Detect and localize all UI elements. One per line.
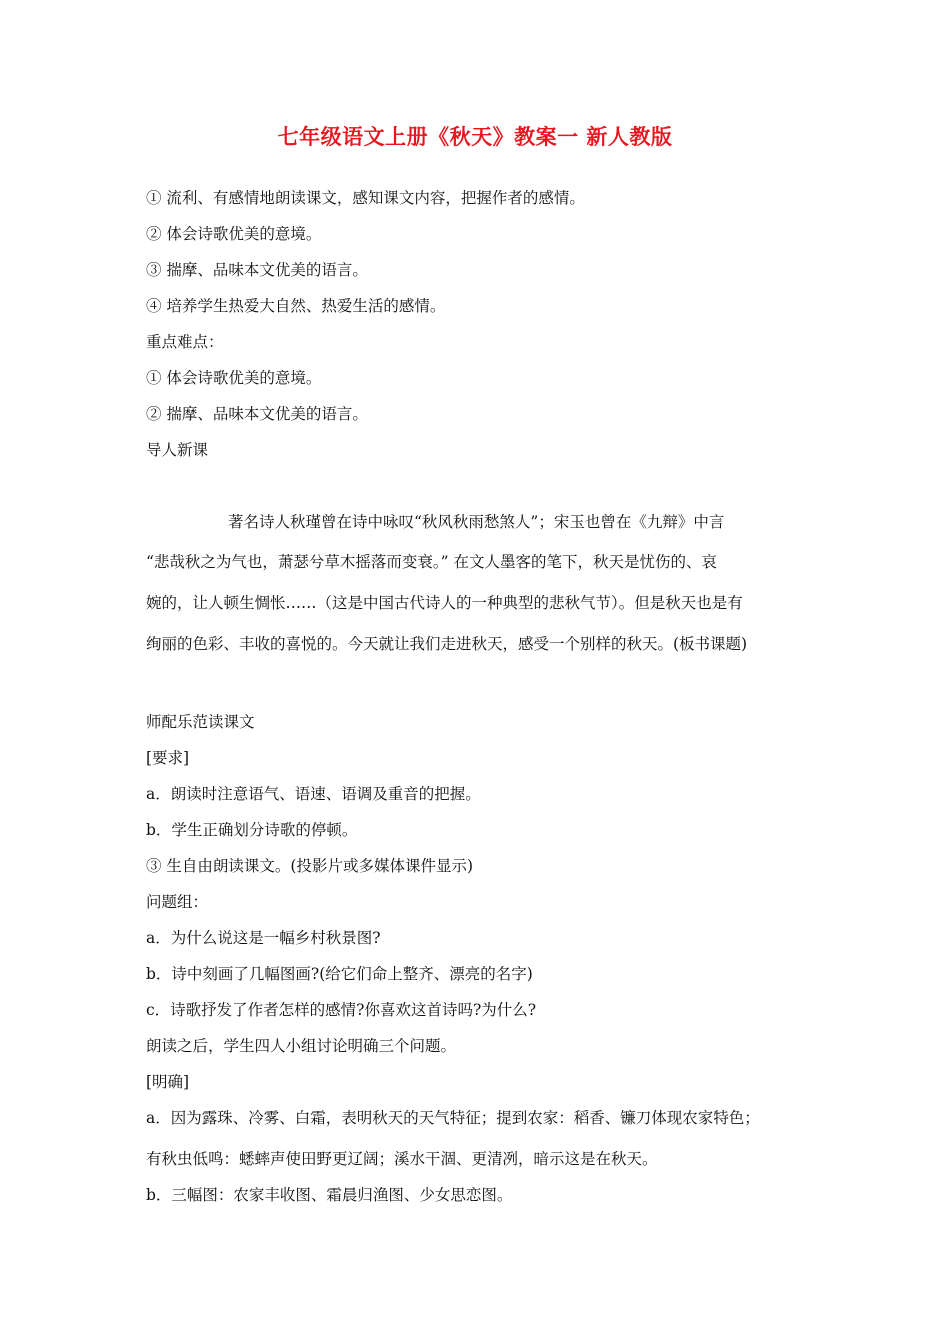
intro-line-3: 婉的，让人顿生惆怅……（这是中国古代诗人的一种典型的悲秋气节）。但是秋天也是有 <box>146 594 743 612</box>
intro-line-4: 绚丽的色彩、丰收的喜悦的。今天就让我们走进秋天，感受一个别样的秋天。(板书课题) <box>146 635 748 653</box>
requirement-b: b．学生正确划分诗歌的停顿。 <box>146 821 358 839</box>
question-a: a．为什么说这是一幅乡村秋景图? <box>146 929 381 947</box>
intro-line-2: “悲哉秋之为气也，萧瑟兮草木摇落而变衰。” 在文人墨客的笔下，秋天是忧伤的、哀 <box>146 553 718 571</box>
requirement-3: ③ 生自由朗读课文。(投影片或多媒体课件显示) <box>146 857 474 875</box>
objective-3: ③ 揣摩、品味本文优美的语言。 <box>146 261 368 279</box>
objective-2: ② 体会诗歌优美的意境。 <box>146 225 322 243</box>
clarify-heading: [明确] <box>146 1073 190 1091</box>
requirements-heading: [要求] <box>146 749 190 767</box>
document-title: 七年级语文上册《秋天》教案一 新人教版 <box>277 125 673 149</box>
clarify-line-3: b．三幅图：农家丰收图、霜晨归渔图、少女思恋图。 <box>146 1186 513 1204</box>
intro-heading: 导人新课 <box>146 441 209 459</box>
key-point-1: ① 体会诗歌优美的意境。 <box>146 369 322 387</box>
questions-heading: 问题组： <box>146 893 209 911</box>
objective-4: ④ 培养学生热爱大自然、热爱生活的感情。 <box>146 297 446 315</box>
intro-line-1: 著名诗人秋瑾曾在诗中咏叹“秋风秋雨愁煞人”；宋玉也曾在《九辩》中言 <box>228 513 725 531</box>
question-c: c．诗歌抒发了作者怎样的感情?你喜欢这首诗吗?为什么? <box>146 1001 537 1019</box>
reading-heading: 师配乐范读课文 <box>146 713 255 731</box>
key-points-heading: 重点难点： <box>146 333 224 351</box>
requirement-a: a．朗读时注意语气、语速、语调及重音的把握。 <box>146 785 481 803</box>
key-point-2: ② 揣摩、品味本文优美的语言。 <box>146 405 368 423</box>
discussion-text: 朗读之后，学生四人小组讨论明确三个问题。 <box>146 1037 457 1055</box>
clarify-line-2: 有秋虫低鸣：蟋蟀声使田野更辽阔；溪水干涸、更清冽，暗示这是在秋天。 <box>146 1150 658 1168</box>
clarify-line-1: a．因为露珠、冷雾、白霜，表明秋天的天气特征；提到农家：稻香、镰刀体现农家特色； <box>146 1109 760 1127</box>
question-b: b．诗中刻画了几幅图画?(给它们命上整齐、漂亮的名字) <box>146 965 533 983</box>
objective-1: ① 流利、有感情地朗读课文，感知课文内容，把握作者的感情。 <box>146 189 585 207</box>
